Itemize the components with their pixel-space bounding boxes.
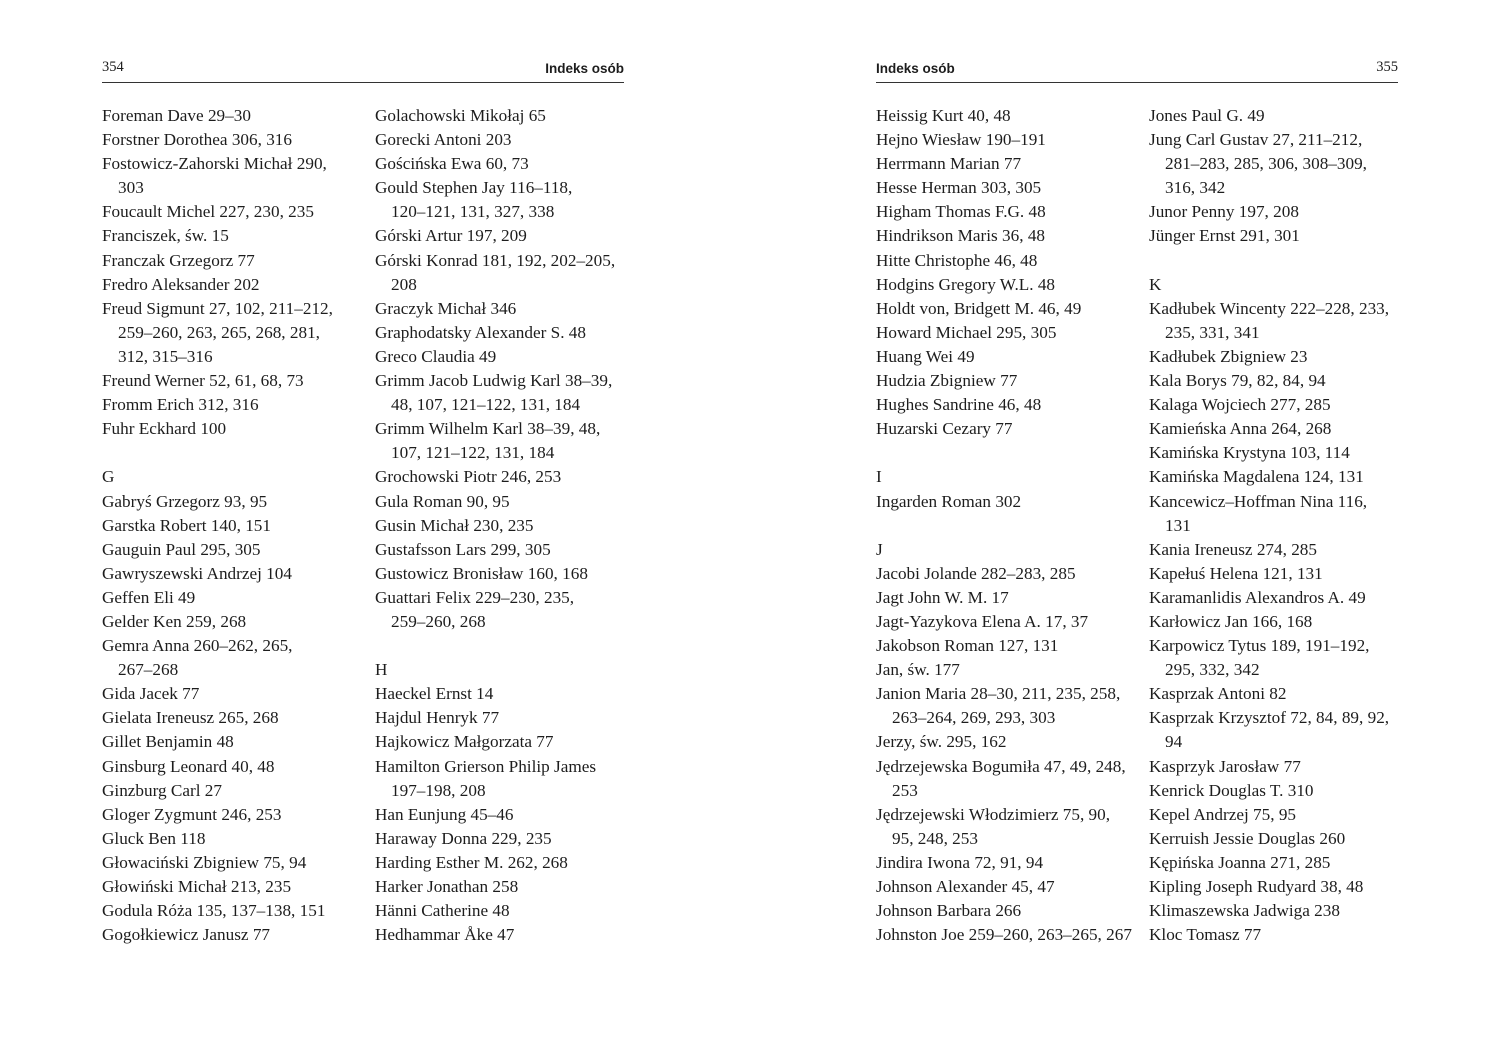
index-entry: Fromm Erich 312, 316 bbox=[102, 395, 259, 415]
index-entry-continuation: 259–260, 263, 265, 268, 281, bbox=[118, 322, 320, 342]
index-entry: Greco Claudia 49 bbox=[375, 346, 497, 366]
index-entry-continuation: 235, 331, 341 bbox=[1165, 322, 1260, 342]
index-entry: Gościńska Ewa 60, 73 bbox=[375, 154, 529, 174]
index-entry: Hejno Wiesław 190–191 bbox=[876, 130, 1046, 150]
index-entry: Kania Ireneusz 274, 285 bbox=[1149, 539, 1317, 559]
index-entry: Hajkowicz Małgorzata 77 bbox=[375, 732, 554, 752]
index-entry: Freund Werner 52, 61, 68, 73 bbox=[102, 371, 304, 391]
index-entry: Grochowski Piotr 246, 253 bbox=[375, 467, 562, 487]
index-entry: Hughes Sandrine 46, 48 bbox=[876, 395, 1042, 415]
index-letter-heading: J bbox=[876, 539, 883, 559]
index-entry: Jagt-Yazykova Elena A. 17, 37 bbox=[876, 611, 1089, 631]
index-entry: Jagt John W. M. 17 bbox=[876, 587, 1009, 607]
index-entry: Graphodatsky Alexander S. 48 bbox=[375, 322, 586, 342]
index-entry: Howard Michael 295, 305 bbox=[876, 322, 1057, 342]
index-entry: Graczyk Michał 346 bbox=[375, 298, 517, 318]
index-entry: Haeckel Ernst 14 bbox=[375, 684, 494, 704]
index-entry: Harker Jonathan 258 bbox=[375, 877, 519, 896]
index-entry: Grimm Jacob Ludwig Karl 38–39, bbox=[375, 371, 613, 391]
index-entry: Kapełuś Helena 121, 131 bbox=[1149, 563, 1323, 583]
index-entry: Hajdul Henryk 77 bbox=[375, 708, 500, 728]
index-entry-continuation: 94 bbox=[1165, 732, 1183, 752]
index-entry: Kasprzyk Jarosław 77 bbox=[1149, 756, 1301, 776]
index-entry: Gustafsson Lars 299, 305 bbox=[375, 539, 551, 559]
index-entry: Kasprzak Antoni 82 bbox=[1149, 684, 1287, 704]
index-entry-continuation: 253 bbox=[892, 780, 918, 800]
index-entry-continuation: 267–268 bbox=[118, 660, 179, 680]
index-entry: Jung Carl Gustav 27, 211–212, bbox=[1149, 130, 1363, 150]
index-entry: Han Eunjung 45–46 bbox=[375, 804, 514, 824]
page-number: 354 bbox=[102, 59, 124, 75]
index-entry: Kadłubek Wincenty 222–228, 233, bbox=[1149, 298, 1390, 318]
index-entry: Górski Konrad 181, 192, 202–205, bbox=[375, 250, 616, 270]
running-title: Indeks osób bbox=[876, 61, 955, 76]
index-entry: Harding Esther M. 262, 268 bbox=[375, 852, 568, 872]
index-entry: Fostowicz-Zahorski Michał 290, bbox=[102, 154, 327, 174]
index-entry: Grimm Wilhelm Karl 38–39, 48, bbox=[375, 419, 601, 439]
index-entry: Gloger Zygmunt 246, 253 bbox=[102, 804, 282, 824]
index-entry: Ginzburg Carl 27 bbox=[102, 780, 222, 800]
index-entry: Kipling Joseph Rudyard 38, 48 bbox=[1149, 877, 1364, 896]
index-entry: Kamińska Magdalena 124, 131 bbox=[1149, 467, 1364, 487]
index-entry: Jindira Iwona 72, 91, 94 bbox=[876, 852, 1044, 872]
index-entry-continuation: 281–283, 285, 306, 308–309, bbox=[1165, 154, 1367, 174]
index-entry: Foreman Dave 29–30 bbox=[102, 106, 251, 125]
index-entry-continuation: 263–264, 269, 293, 303 bbox=[892, 708, 1056, 728]
index-entry: Johnson Alexander 45, 47 bbox=[876, 877, 1055, 896]
index-entry: Kerruish Jessie Douglas 260 bbox=[1149, 828, 1346, 848]
index-entry: Kloc Tomasz 77 bbox=[1149, 925, 1262, 945]
index-entry-continuation: 208 bbox=[391, 274, 417, 294]
index-column bbox=[1149, 104, 1398, 947]
index-entry: Freud Sigmunt 27, 102, 211–212, bbox=[102, 298, 333, 318]
index-entry: Forstner Dorothea 306, 316 bbox=[102, 130, 292, 150]
left-page bbox=[102, 0, 624, 1052]
index-entry: Kępińska Joanna 271, 285 bbox=[1149, 852, 1331, 872]
index-entry: Gelder Ken 259, 268 bbox=[102, 611, 247, 631]
index-entry: Głowaciński Zbigniew 75, 94 bbox=[102, 852, 307, 872]
index-entry-continuation: 95, 248, 253 bbox=[892, 828, 978, 848]
index-entry: Huang Wei 49 bbox=[876, 346, 975, 366]
index-entry: Kepel Andrzej 75, 95 bbox=[1149, 804, 1297, 824]
index-entry: Hitte Christophe 46, 48 bbox=[876, 250, 1038, 270]
index-entry: Głowiński Michał 213, 235 bbox=[102, 877, 292, 896]
index-entry: Gawryszewski Andrzej 104 bbox=[102, 563, 292, 583]
index-column bbox=[375, 104, 624, 947]
index-column bbox=[102, 104, 364, 947]
index-entry: Karłowicz Jan 166, 168 bbox=[1149, 611, 1313, 631]
index-entry: Klimaszewska Jadwiga 238 bbox=[1149, 901, 1340, 921]
index-entry-continuation: 316, 342 bbox=[1165, 178, 1226, 198]
index-entry: Jakobson Roman 127, 131 bbox=[876, 636, 1059, 656]
index-entry: Kenrick Douglas T. 310 bbox=[1149, 780, 1314, 800]
index-entry: Kancewicz–Hoffman Nina 116, bbox=[1149, 491, 1368, 511]
index-entry: Gemra Anna 260–262, 265, bbox=[102, 636, 293, 656]
index-entry: Gustowicz Bronisław 160, 168 bbox=[375, 563, 588, 583]
index-entry: Jones Paul G. 49 bbox=[1149, 106, 1265, 125]
index-entry-continuation: 107, 121–122, 131, 184 bbox=[391, 443, 555, 463]
index-entry-continuation: 303 bbox=[118, 178, 144, 198]
index-entry: Gorecki Antoni 203 bbox=[375, 130, 512, 150]
index-entry: Holdt von, Bridgett M. 46, 49 bbox=[876, 298, 1082, 318]
index-entry-continuation: 131 bbox=[1165, 515, 1191, 535]
index-entry: Hesse Herman 303, 305 bbox=[876, 178, 1042, 198]
index-entry: Gusin Michał 230, 235 bbox=[375, 515, 534, 535]
index-entry: Higham Thomas F.G. 48 bbox=[876, 202, 1046, 222]
index-entry: Franciszek, św. 15 bbox=[102, 226, 229, 246]
right-page bbox=[876, 0, 1398, 1052]
index-entry: Kamieńska Anna 264, 268 bbox=[1149, 419, 1332, 439]
index-entry: Kamińska Krystyna 103, 114 bbox=[1149, 443, 1350, 463]
index-entry: Franczak Grzegorz 77 bbox=[102, 250, 255, 270]
index-entry: Jędrzejewska Bogumiła 47, 49, 248, bbox=[876, 756, 1126, 776]
index-entry: Garstka Robert 140, 151 bbox=[102, 515, 271, 535]
index-entry: Herrmann Marian 77 bbox=[876, 154, 1022, 174]
index-entry: Heissig Kurt 40, 48 bbox=[876, 106, 1011, 125]
index-entry: Fredro Aleksander 202 bbox=[102, 274, 260, 294]
index-entry: Karpowicz Tytus 189, 191–192, bbox=[1149, 636, 1370, 656]
index-entry-continuation: 259–260, 268 bbox=[391, 611, 486, 631]
index-entry: Gabryś Grzegorz 93, 95 bbox=[102, 491, 268, 511]
index-entry: Gould Stephen Jay 116–118, bbox=[375, 178, 573, 198]
index-entry-continuation: 120–121, 131, 327, 338 bbox=[391, 202, 555, 222]
index-entry: Gluck Ben 118 bbox=[102, 828, 206, 848]
index-entry: Hänni Catherine 48 bbox=[375, 901, 510, 921]
index-entry: Gogołkiewicz Janusz 77 bbox=[102, 925, 271, 945]
right-page-header bbox=[876, 58, 1398, 83]
index-entry: Johnston Joe 259–260, 263–265, 267 bbox=[876, 925, 1132, 945]
index-entry: Hindrikson Maris 36, 48 bbox=[876, 226, 1046, 246]
index-entry-continuation: 295, 332, 342 bbox=[1165, 660, 1260, 680]
index-entry: Kala Borys 79, 82, 84, 94 bbox=[1149, 371, 1326, 391]
index-entry: Jerzy, św. 295, 162 bbox=[876, 732, 1007, 752]
index-entry: Guattari Felix 229–230, 235, bbox=[375, 587, 575, 607]
index-entry-continuation: 197–198, 208 bbox=[391, 780, 486, 800]
index-entry: Fuhr Eckhard 100 bbox=[102, 419, 227, 439]
index-entry: Junor Penny 197, 208 bbox=[1149, 202, 1299, 222]
index-entry: Janion Maria 28–30, 211, 235, 258, bbox=[876, 684, 1121, 704]
index-entry-continuation: 312, 315–316 bbox=[118, 346, 213, 366]
index-entry: Ingarden Roman 302 bbox=[876, 491, 1022, 511]
index-column bbox=[876, 104, 1138, 947]
index-entry: Geffen Eli 49 bbox=[102, 587, 196, 607]
index-entry: Foucault Michel 227, 230, 235 bbox=[102, 202, 314, 222]
index-entry: Karamanlidis Alexandros A. 49 bbox=[1149, 587, 1366, 607]
index-entry: Jędrzejewski Włodzimierz 75, 90, bbox=[876, 804, 1111, 824]
index-entry: Hedhammar Åke 47 bbox=[375, 925, 515, 945]
index-entry: Kalaga Wojciech 277, 285 bbox=[1149, 395, 1331, 415]
index-entry: Golachowski Mikołaj 65 bbox=[375, 106, 546, 125]
index-entry: Gillet Benjamin 48 bbox=[102, 732, 234, 752]
index-entry-continuation: 48, 107, 121–122, 131, 184 bbox=[391, 395, 581, 415]
index-entry: Johnson Barbara 266 bbox=[876, 901, 1022, 921]
index-entry: Hamilton Grierson Philip James bbox=[375, 756, 597, 776]
index-letter-heading: I bbox=[876, 467, 882, 487]
index-entry: Jacobi Jolande 282–283, 285 bbox=[876, 563, 1076, 583]
index-entry: Haraway Donna 229, 235 bbox=[375, 828, 552, 848]
index-letter-heading: H bbox=[375, 660, 388, 680]
index-letter-heading: G bbox=[102, 467, 115, 487]
index-entry: Gielata Ireneusz 265, 268 bbox=[102, 708, 279, 728]
page-number: 355 bbox=[1376, 59, 1398, 75]
running-title: Indeks osób bbox=[545, 61, 624, 76]
index-entry: Ginsburg Leonard 40, 48 bbox=[102, 756, 275, 776]
left-page-header bbox=[102, 58, 624, 83]
index-entry: Hudzia Zbigniew 77 bbox=[876, 371, 1018, 391]
index-entry: Gida Jacek 77 bbox=[102, 684, 200, 704]
index-entry: Kadłubek Zbigniew 23 bbox=[1149, 346, 1308, 366]
index-entry: Gula Roman 90, 95 bbox=[375, 491, 510, 511]
index-entry: Górski Artur 197, 209 bbox=[375, 226, 527, 246]
index-entry: Godula Róża 135, 137–138, 151 bbox=[102, 901, 326, 921]
index-letter-heading: K bbox=[1149, 274, 1162, 294]
index-entry: Gauguin Paul 295, 305 bbox=[102, 539, 261, 559]
index-entry: Kasprzak Krzysztof 72, 84, 89, 92, bbox=[1149, 708, 1390, 728]
index-entry: Jünger Ernst 291, 301 bbox=[1149, 226, 1300, 246]
index-entry: Hodgins Gregory W.L. 48 bbox=[876, 274, 1056, 294]
index-entry: Jan, św. 177 bbox=[876, 660, 960, 680]
index-entry: Huzarski Cezary 77 bbox=[876, 419, 1013, 439]
